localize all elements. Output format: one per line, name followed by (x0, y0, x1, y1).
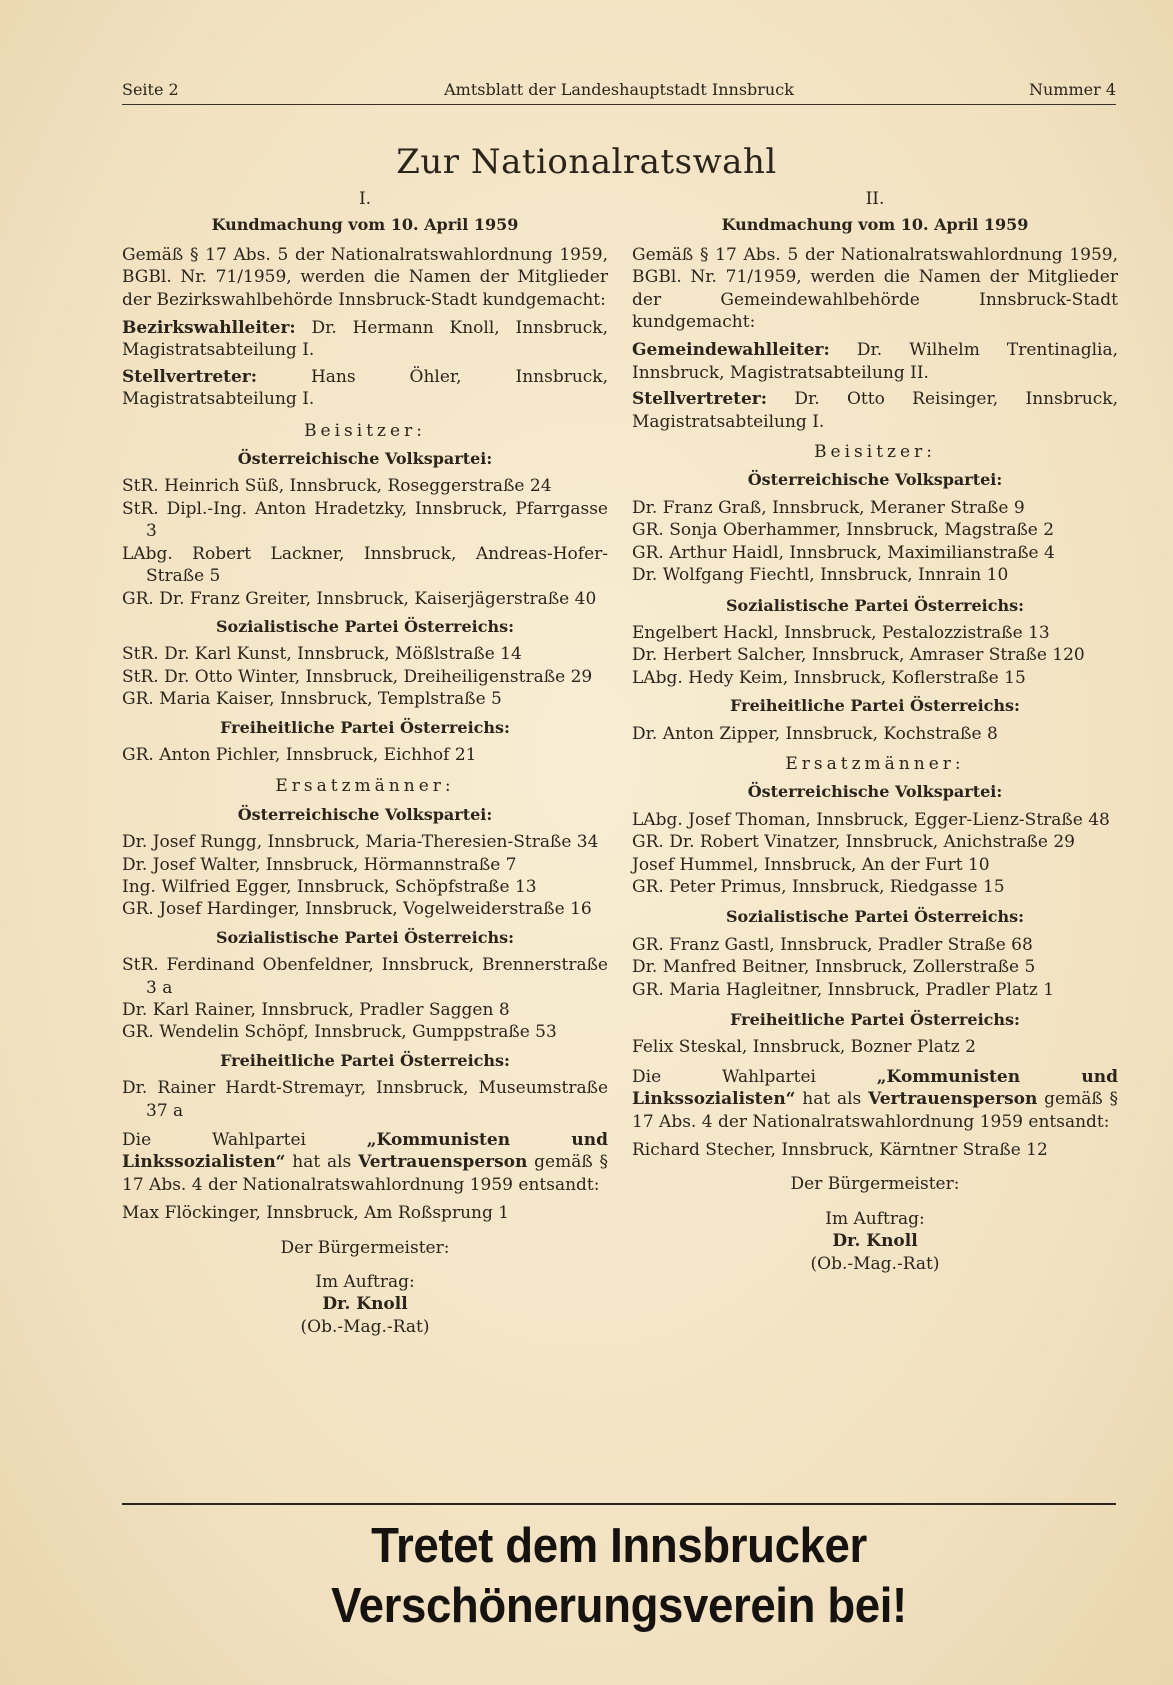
member-entry: GR. Maria Kaiser, Innsbruck, Templstraße 5 (122, 689, 502, 710)
member-entry: GR. Wendelin Schöpf, Innsbruck, Gumppstraße 53 (122, 1022, 557, 1043)
wahlpartei-paragraph (632, 1066, 1118, 1133)
member-entry: Felix Steskal, Innsbruck, Bozner Platz 2 (632, 1037, 976, 1058)
party-heading: Sozialistische Partei Österreichs: (725, 595, 1025, 615)
header-publication: Amtsblatt der Landeshauptstadt Innsbruck (444, 80, 794, 99)
leader-text: Dr. Hermann Knoll, Innsbruck, Magistratsabteilung I. (122, 318, 608, 361)
party-heading: Österreichische Volkspartei: (747, 470, 1003, 490)
wahlpartei-name: „Kommunisten und Linkssozialisten“ (632, 1066, 1118, 1110)
member-entry: Dr. Franz Graß, Innsbruck, Meraner Straße 9 (632, 497, 1025, 518)
leader-entry (122, 317, 608, 362)
ersatz-heading: Ersatzmänner: (275, 776, 455, 797)
member-entry: StR. Heinrich Süß, Innsbruck, Roseggerstraße 24 (122, 476, 552, 497)
vertrauensperson-label: Vertrauensperson (868, 1089, 1038, 1110)
member-entry: LAbg. Hedy Keim, Innsbruck, Koflerstraße 15 (632, 667, 1026, 688)
member-entry: Josef Hummel, Innsbruck, An der Furt 10 (632, 854, 990, 875)
deputy-text: Hans Öhler, Innsbruck, Magistratsabteilung I. (122, 366, 608, 410)
deputy-entry (632, 388, 1118, 433)
running-header (122, 80, 1116, 105)
member-entry: LAbg. Robert Lackner, Innsbruck, Andreas-Hofer-Straße 5 (122, 543, 608, 587)
kundmachung-heading: Kundmachung vom 10. April 1959 (211, 215, 519, 235)
signature-rank: (Ob.-Mag.-Rat) (300, 1316, 430, 1337)
wahlpartei-pre: Die Wahlpartei (632, 1066, 816, 1087)
leader-entry (632, 339, 1118, 384)
ersatz-heading: Ersatzmänner: (785, 753, 965, 774)
header-page-number: Seite 2 (122, 80, 179, 99)
member-entry: Engelbert Hackl, Innsbruck, Pestalozzistraße 13 (632, 622, 1050, 643)
member-entry: StR. Ferdinand Obenfeldner, Innsbruck, Brennerstraße 3 a (122, 955, 608, 998)
member-entry: GR. Maria Hagleitner, Innsbruck, Pradler Platz 1 (632, 979, 1055, 1000)
deputy-label: Stellvertreter: (632, 389, 768, 410)
section-numeral: II. (865, 189, 885, 209)
intro-paragraph: Gemäß § 17 Abs. 5 der Nationalratswahlordnung 1959, BGBl. Nr. 71/1959, werden die Namen der Mitglieder der Gemeindewahlbehörde Innsbruck-Stadt kundgemacht: (632, 244, 1118, 333)
party-heading: Freiheitliche Partei Österreichs: (220, 717, 510, 737)
member-entry: StR. Dipl.-Ing. Anton Hradetzky, Innsbruck, Pfarrgasse 3 (122, 498, 608, 542)
party-heading: Sozialistische Partei Österreichs: (215, 927, 515, 947)
member-entry: GR. Anton Pichler, Innsbruck, Eichhof 21 (122, 744, 477, 765)
signature-auftrag: Im Auftrag: (315, 1272, 415, 1293)
vertrauensperson-name: Richard Stecher, Innsbruck, Kärntner Straße 12 (632, 1140, 1048, 1161)
wahlpartei-mid: hat als (292, 1152, 352, 1173)
member-entry: Dr. Josef Rungg, Innsbruck, Maria-Theresien-Straße 34 (122, 832, 599, 853)
member-entry: Dr. Rainer Hardt-Stremayr, Innsbruck, Museumstraße 37 a (122, 1078, 608, 1121)
member-entry: Dr. Herbert Salcher, Innsbruck, Amraser Straße 120 (632, 645, 1085, 666)
wahlpartei-mid: hat als (802, 1089, 862, 1110)
signature-name: Dr. Knoll (322, 1294, 408, 1315)
deputy-text: Dr. Otto Reisinger, Innsbruck, Magistratsabteilung I. (632, 389, 1119, 432)
wahlpartei-post: gemäß § 17 Abs. 4 der Nationalratswahlordnung 1959 entsandt: (632, 1089, 1119, 1132)
party-heading: Österreichische Volkspartei: (747, 782, 1003, 802)
leader-label: Bezirkswahlleiter: (122, 318, 296, 339)
signature-name: Dr. Knoll (832, 1231, 918, 1252)
member-entry: GR. Dr. Franz Greiter, Innsbruck, Kaiserjägerstraße 40 (122, 588, 597, 609)
leader-label: Gemeindewahlleiter: (632, 340, 830, 361)
section-numeral: I. (358, 189, 372, 209)
member-entry: Ing. Wilfried Egger, Innsbruck, Schöpfstraße 13 (122, 876, 537, 897)
page-title: Zur Nationalratswahl (396, 142, 777, 182)
member-entry: GR. Sonja Oberhammer, Innsbruck, Magstraße 2 (632, 520, 1055, 541)
vertrauensperson-label: Vertrauensperson (358, 1152, 528, 1173)
column-bezirkswahlbehoerde (122, 188, 608, 1338)
member-entry: Dr. Anton Zipper, Innsbruck, Kochstraße 8 (632, 723, 998, 744)
member-entry: Dr. Manfred Beitner, Innsbruck, Zollerstraße 5 (632, 957, 1036, 978)
member-entry: Dr. Karl Rainer, Innsbruck, Pradler Saggen 8 (122, 1000, 510, 1020)
party-heading: Österreichische Volkspartei: (237, 804, 493, 824)
deputy-label: Stellvertreter: (122, 366, 258, 387)
member-entry: Dr. Wolfgang Fiechtl, Innsbruck, Innrain 10 (632, 565, 1009, 586)
party-heading: Freiheitliche Partei Österreichs: (730, 1010, 1020, 1029)
wahlpartei-paragraph (122, 1129, 608, 1196)
member-entry: GR. Peter Primus, Innsbruck, Riedgasse 15 (632, 876, 1005, 897)
party-heading: Österreichische Volkspartei: (237, 449, 493, 469)
wahlpartei-post: gemäß § 17 Abs. 4 der Nationalratswahlordnung 1959 entsandt: (122, 1152, 609, 1195)
member-entry: LAbg. Josef Thoman, Innsbruck, Egger-Lienz-Straße 48 (632, 809, 1110, 830)
header-issue-number: Nummer 4 (1028, 80, 1116, 99)
party-heading: Sozialistische Partei Österreichs: (215, 616, 515, 636)
member-entry: StR. Dr. Karl Kunst, Innsbruck, Mößlstraße 14 (122, 644, 522, 665)
vertrauensperson-name: Max Flöckinger, Innsbruck, Am Roßsprung 1 (122, 1203, 510, 1224)
footer-appeal: Tretet dem Innsbrucker Verschönerungsverein bei! (331, 1519, 907, 1633)
beisitzer-heading: Beisitzer: (814, 442, 936, 463)
member-entry: GR. Arthur Haidl, Innsbruck, Maximilianstraße 4 (632, 542, 1055, 563)
signature-mayor: Der Bürgermeister: (280, 1237, 450, 1258)
wahlpartei-name: „Kommunisten und Linkssozialisten“ (122, 1130, 608, 1173)
signature-mayor: Der Bürgermeister: (790, 1174, 960, 1195)
signature-rank: (Ob.-Mag.-Rat) (810, 1253, 940, 1274)
member-entry: GR. Dr. Robert Vinatzer, Innsbruck, Anichstraße 29 (632, 832, 1075, 853)
beisitzer-heading: Beisitzer: (304, 420, 426, 441)
intro-paragraph: Gemäß § 17 Abs. 5 der Nationalratswahlordnung 1959, BGBl. Nr. 71/1959, werden die Namen der Mitglieder der Bezirkswahlbehörde Innsbruck-Stadt kundgemacht: (122, 244, 608, 310)
member-entry: GR. Josef Hardinger, Innsbruck, Vogelweiderstraße 16 (122, 899, 592, 920)
footer-divider (122, 1503, 1116, 1505)
member-entry: StR. Dr. Otto Winter, Innsbruck, Dreiheiligenstraße 29 (122, 666, 593, 687)
leader-text: Dr. Wilhelm Trentinaglia, Innsbruck, Magistratsabteilung II. (632, 340, 1119, 383)
signature-auftrag: Im Auftrag: (825, 1208, 925, 1229)
member-entry: Dr. Josef Walter, Innsbruck, Hörmannstraße 7 (122, 854, 517, 875)
party-heading: Freiheitliche Partei Österreichs: (220, 1050, 510, 1070)
wahlpartei-pre: Die Wahlpartei (122, 1130, 306, 1151)
column-gemeindewahlbehoerde (632, 188, 1118, 1275)
party-heading: Sozialistische Partei Österreichs: (725, 907, 1025, 927)
kundmachung-heading: Kundmachung vom 10. April 1959 (721, 215, 1029, 235)
party-heading: Freiheitliche Partei Österreichs: (730, 696, 1020, 716)
member-entry: GR. Franz Gastl, Innsbruck, Pradler Straße 68 (632, 934, 1033, 955)
deputy-entry (122, 366, 608, 411)
